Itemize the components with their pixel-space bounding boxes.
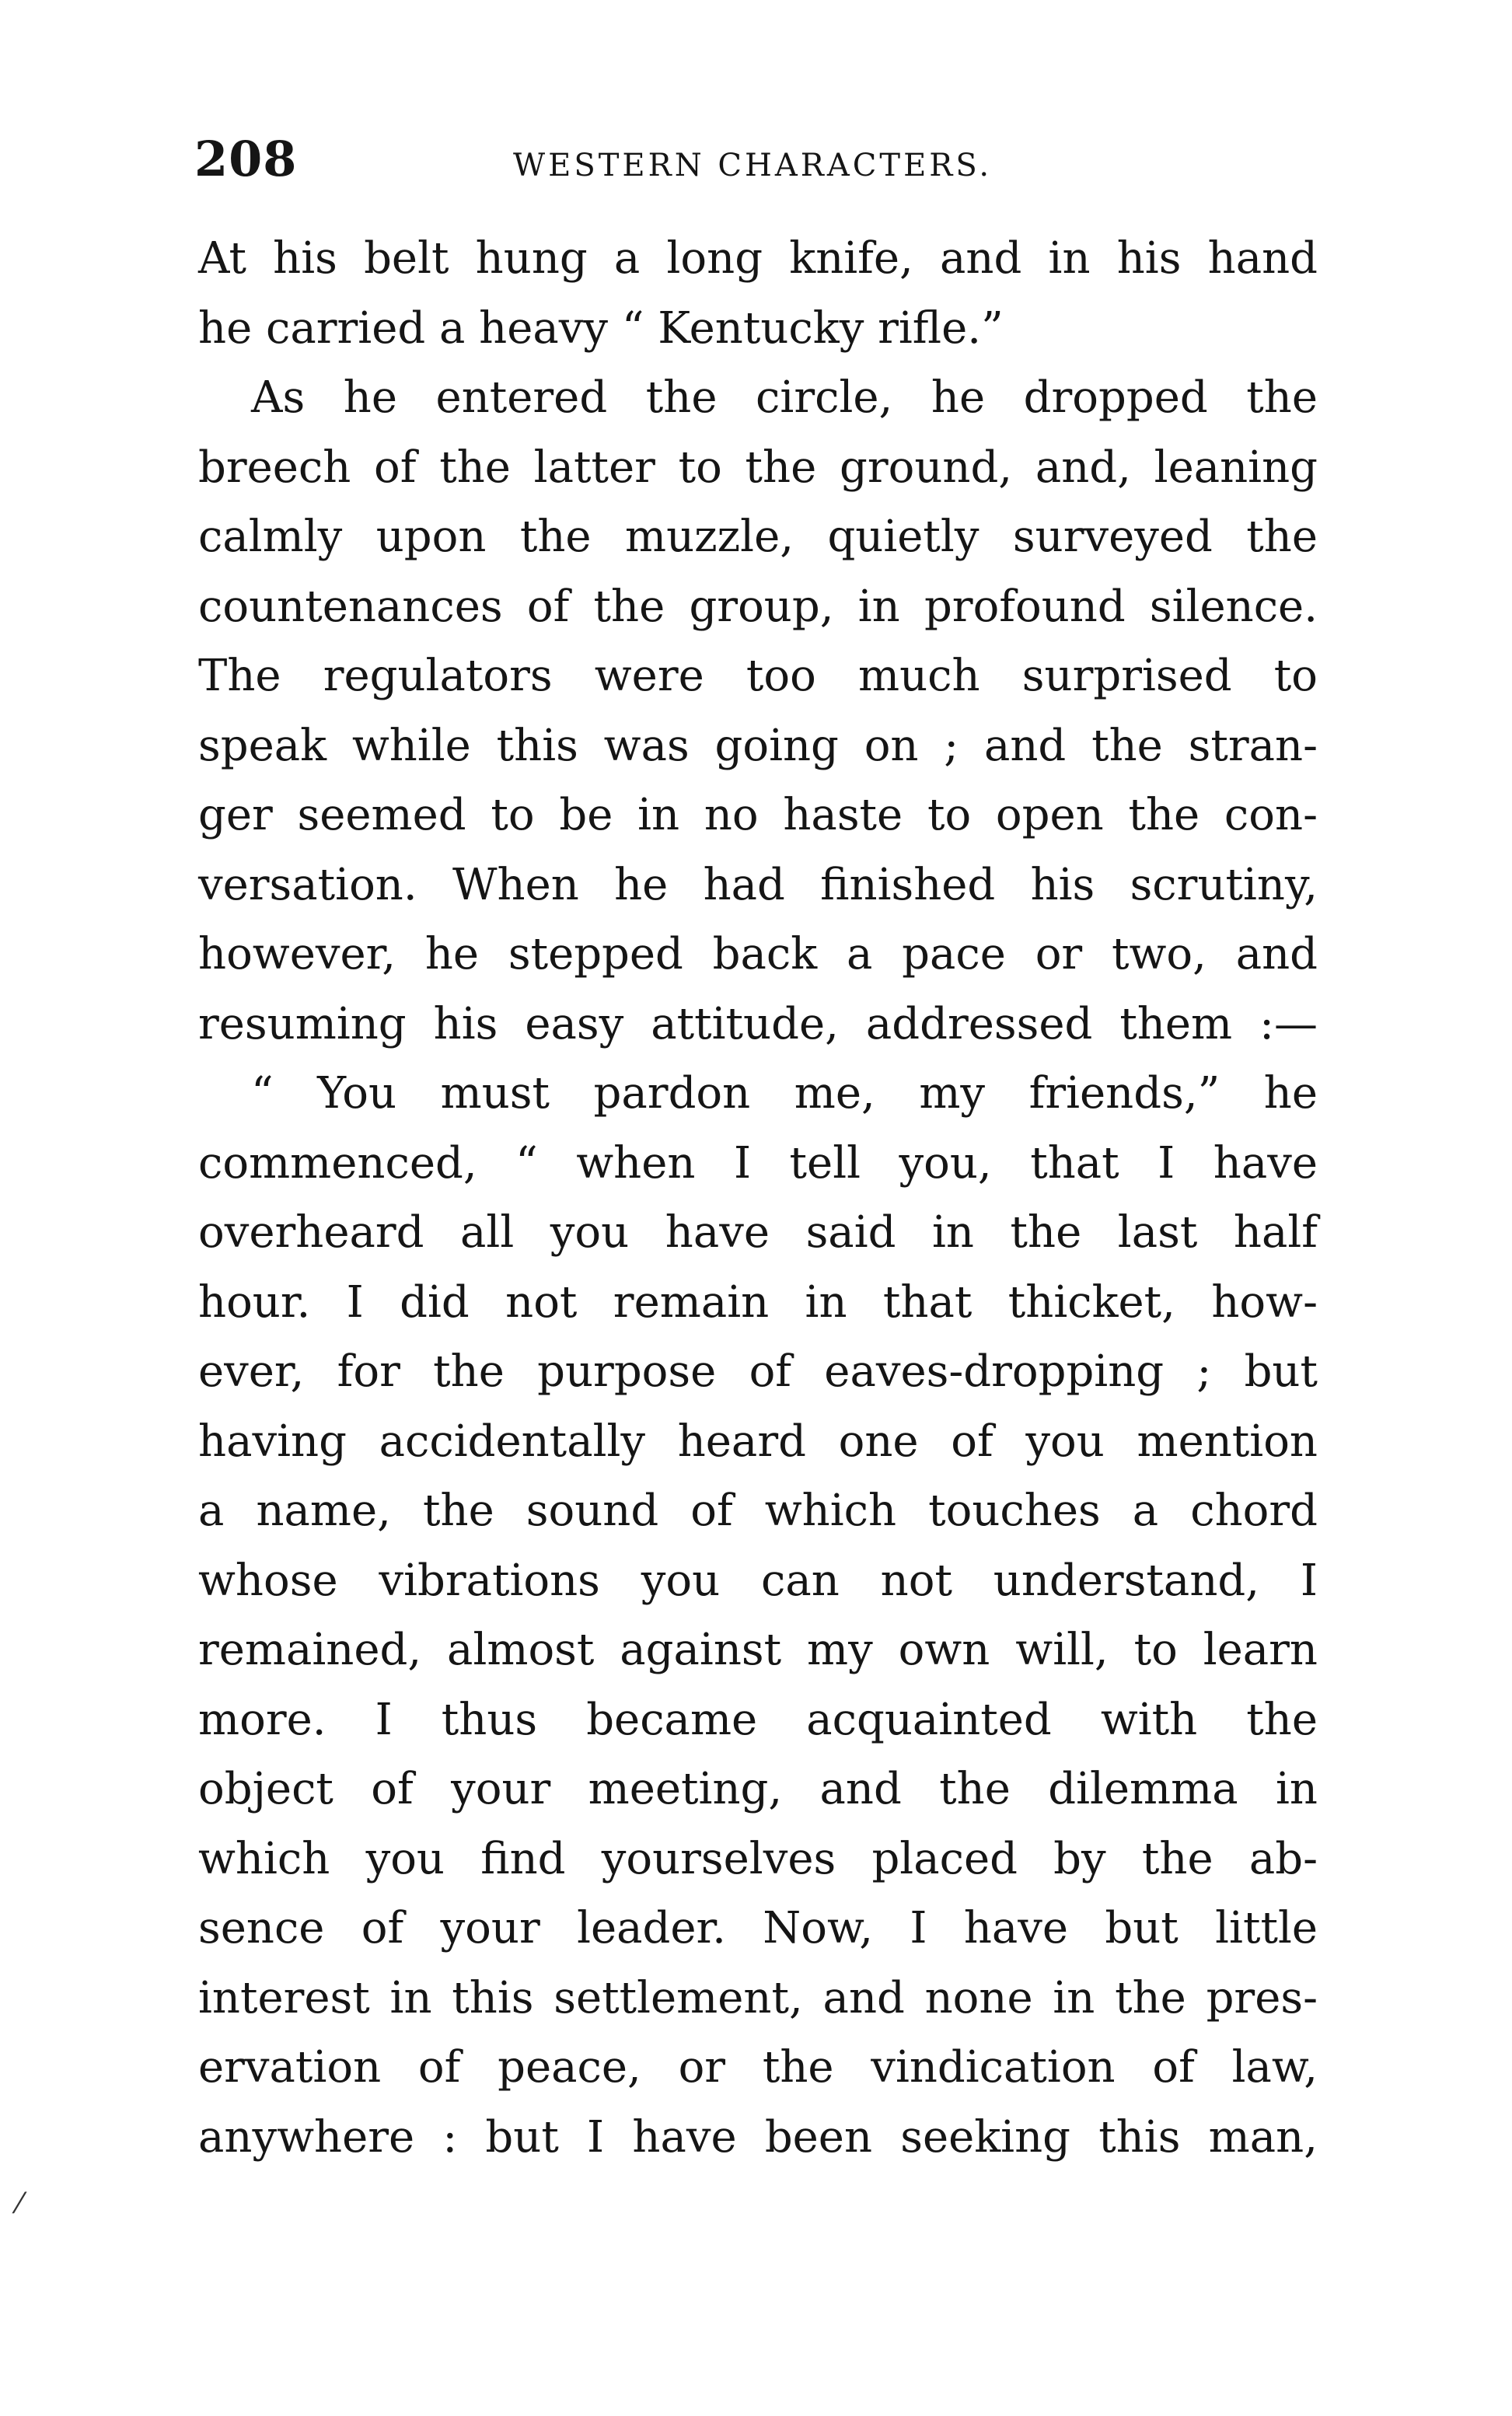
text-line: “ You must pardon me, my friends,” he bbox=[251, 1068, 1318, 1119]
text-line: calmly upon the muzzle, quietly surveyed the bbox=[198, 511, 1318, 562]
text-line: remained, almost against my own will, to learn bbox=[198, 1625, 1318, 1675]
margin-mark-decoration: ⁄ bbox=[17, 2188, 23, 2220]
text-line: however, he stepped back a pace or two, and bbox=[198, 929, 1318, 979]
text-line: versation. When he had finished his scrutiny, bbox=[198, 859, 1318, 910]
text-line: ever, for the purpose of eaves-dropping ; but bbox=[198, 1346, 1318, 1397]
text-line: The regulators were too much surprised to bbox=[198, 651, 1318, 701]
text-line: having accidentally heard one of you mention bbox=[198, 1416, 1318, 1467]
text-line: As he entered the circle, he dropped the bbox=[251, 372, 1318, 423]
text-line: countenances of the group, in profound silence. bbox=[198, 581, 1318, 632]
text-line: which you find yourselves placed by the ab- bbox=[198, 1833, 1318, 1884]
running-head: WESTERN CHARACTERS. bbox=[513, 148, 993, 183]
body-text bbox=[198, 224, 1318, 2172]
text-line: resuming his easy attitude, addressed them :— bbox=[198, 998, 1318, 1049]
text-line: interest in this settlement, and none in the pres- bbox=[198, 1972, 1318, 2023]
text-line: whose vibrations you can not understand, I bbox=[198, 1555, 1318, 1606]
text-line: he carried a heavy “ Kentucky rifle.” bbox=[198, 302, 1004, 354]
text-line: ger seemed to be in no haste to open the con- bbox=[198, 790, 1318, 840]
page-number: 208 bbox=[194, 131, 298, 187]
text-line: ervation of peace, or the vindication of law, bbox=[198, 2042, 1318, 2093]
page-header bbox=[194, 124, 1314, 194]
text-line: overheard all you have said in the last half bbox=[198, 1207, 1318, 1258]
text-line: object of your meeting, and the dilemma in bbox=[198, 1764, 1318, 1814]
text-line: hour. I did not remain in that thicket, how- bbox=[198, 1276, 1318, 1328]
text-line: At his belt hung a long knife, and in his hand bbox=[198, 233, 1318, 284]
text-line: breech of the latter to the ground, and, leaning bbox=[198, 442, 1318, 493]
text-line: sence of your leader. Now, I have but little bbox=[198, 1903, 1318, 1953]
text-line: commenced, “ when I tell you, that I have bbox=[198, 1137, 1318, 1189]
text-line: more. I thus became acquainted with the bbox=[198, 1694, 1318, 1745]
text-line: a name, the sound of which touches a chord bbox=[198, 1486, 1318, 1536]
text-line: speak while this was going on ; and the stran- bbox=[198, 720, 1318, 771]
text-line: anywhere : but I have been seeking this man, bbox=[198, 2111, 1318, 2163]
